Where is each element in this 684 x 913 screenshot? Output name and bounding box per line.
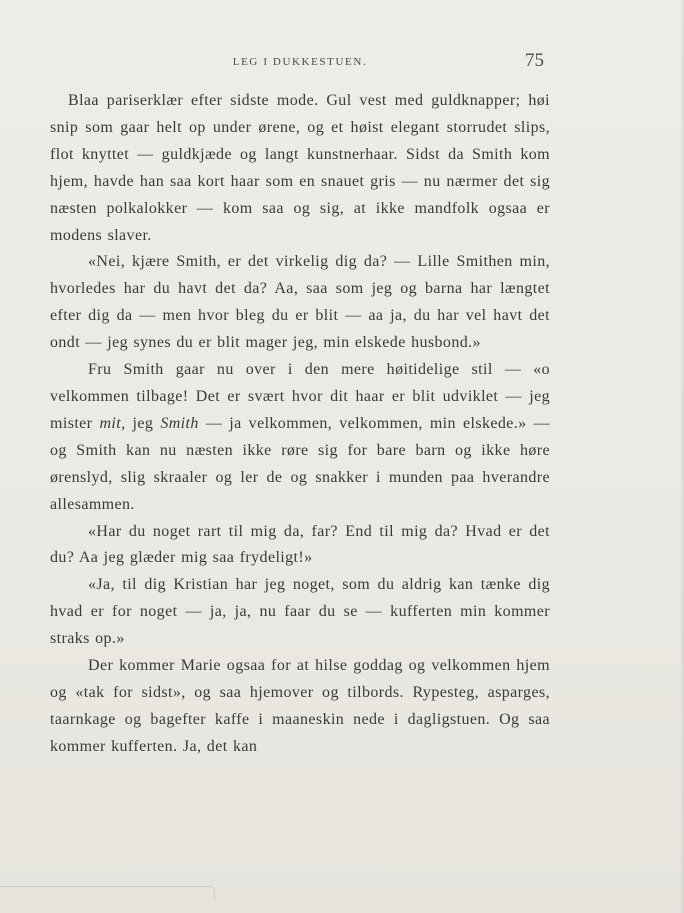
paragraph-2: «Nei, kjære Smith, er det virkelig dig da? — Lille Smithen min, hvorledes har du havt det da? Aa, saa som jeg og barna har længtet efter dig da — men hvor bleg du er blit — aa ja, du har vel havt det ondt — jeg synes du er blit mager jeg, min elskede husbond.» <box>50 253 550 352</box>
paragraph-3-part-1: Fru Smith gaar nu over i den mere høitidelige stil — «o velkommen tilbage! Det er svært hvor dit haar er blit udviklet — jeg mister <box>50 361 550 432</box>
paragraph-3-part-3: — ja velkommen, velkommen, min elskede.» — og Smith kan nu næsten ikke røre sig for bare barn og ikke høre ørenslyd, slig skraaler og ler de og snakker i munden paa hverandre allesammen. <box>50 414 550 513</box>
italic-word-mit: mit, <box>99 414 126 432</box>
page-number: 75 <box>525 50 544 71</box>
running-head: LEG I DUKKESTUEN. <box>232 56 368 68</box>
paragraph-3-part-2: jeg <box>125 414 161 432</box>
paragraph-4: «Har du noget rart til mig da, far? End til mig da? Hvad er det du? Aa jeg glæder mig saa frydeligt!» <box>50 522 550 567</box>
paragraph-6: Der kommer Marie ogsaa for at hilse goddag og velkommen hjem og «tak for sidst», og saa hjemover og tilbords. Rypesteg, asparges, taarnkage og bagefter kaffe i maaneskin nede i dagligstuen. Og saa kommer kufferten. Ja, det kan <box>50 657 550 755</box>
body-text <box>50 88 550 761</box>
paragraph-5: «Ja, til dig Kristian har jeg noget, som du aldrig kan tænke dig hvad er for noget — ja, ja, nu faar du se — kufferten min kommer straks op.» <box>50 576 550 648</box>
italic-word-smith: Smith <box>160 414 199 432</box>
paragraph-1: Blaa pariserklær efter sidste mode. Gul vest med guldknapper; høi snip som gaar helt op under ørene, og et høist elegant storrudet slips, flot knyttet — guldkjæde og langt kunstnerhaar. Sidst da Smith kom hjem, havde han saa kort haar som en snauet gris — nu nærmer det sig næsten polkalokker — kom saa og sig, at ikke mandfolk ogsaa er modens slaver. <box>50 92 550 244</box>
paragraph-3 <box>50 357 550 518</box>
page-header <box>50 50 550 76</box>
page-edge-shadow <box>680 0 684 913</box>
page-corner-mark <box>0 886 215 901</box>
